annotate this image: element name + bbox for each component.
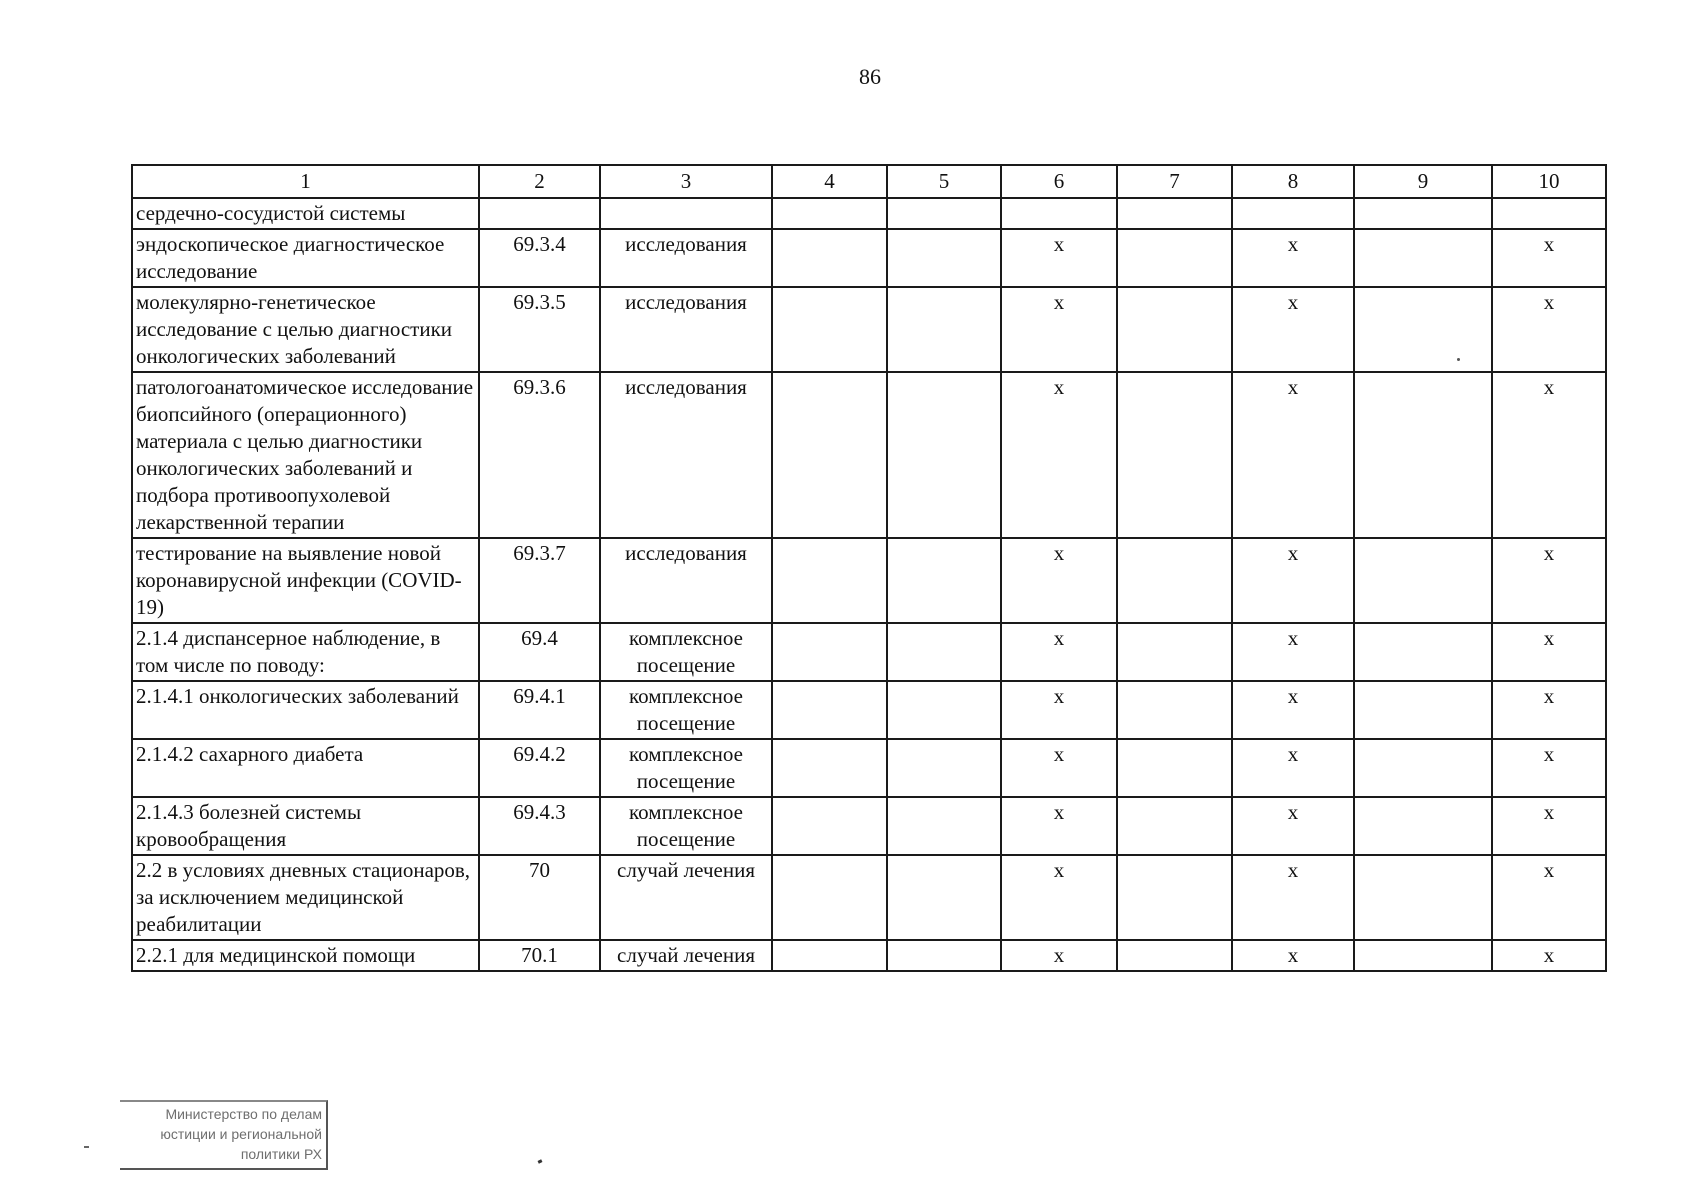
column-header-4: 4 (772, 165, 887, 198)
stamp-tick-mark (84, 1146, 89, 1148)
table-row (132, 855, 1606, 940)
table-row (132, 372, 1606, 538)
row-unit-cell: исследования (600, 538, 772, 623)
row-col9-cell (1354, 287, 1492, 372)
table-row (132, 623, 1606, 681)
row-col6-cell: х (1001, 855, 1117, 940)
row-unit-cell: исследования (600, 372, 772, 538)
row-name-cell: 2.2 в условиях дневных стационаров, за исключением медицинской реабилитации (132, 855, 479, 940)
table-row (132, 287, 1606, 372)
row-col8-cell: х (1232, 372, 1354, 538)
column-header-6: 6 (1001, 165, 1117, 198)
row-col8-cell: х (1232, 681, 1354, 739)
row-col4-cell (772, 229, 887, 287)
row-code-cell: 69.3.6 (479, 372, 600, 538)
row-name-cell: 2.1.4.3 болезней системы кровообращения (132, 797, 479, 855)
row-col7-cell (1117, 739, 1232, 797)
row-col4-cell (772, 538, 887, 623)
row-code-cell: 69.4.3 (479, 797, 600, 855)
row-name-cell: эндоскопическое диагностическое исследование (132, 229, 479, 287)
table-row (132, 229, 1606, 287)
stamp-line-1: Министерство по делам (165, 1106, 322, 1122)
row-code-cell: 69.4 (479, 623, 600, 681)
stamp-line-2: юстиции и региональной (160, 1126, 322, 1142)
row-col6-cell: х (1001, 287, 1117, 372)
row-col10-cell: х (1492, 855, 1606, 940)
row-code-cell: 69.4.1 (479, 681, 600, 739)
row-col6-cell: х (1001, 372, 1117, 538)
row-col5-cell (887, 229, 1001, 287)
row-col7-cell (1117, 681, 1232, 739)
row-col5-cell (887, 739, 1001, 797)
row-col4-cell (772, 372, 887, 538)
row-col5-cell (887, 287, 1001, 372)
row-col7-cell (1117, 229, 1232, 287)
row-col4-cell (772, 287, 887, 372)
row-col5-cell (887, 538, 1001, 623)
row-col8-cell: х (1232, 940, 1354, 971)
ministry-stamp (120, 1100, 328, 1170)
row-code-cell: 69.3.5 (479, 287, 600, 372)
row-col10-cell: х (1492, 681, 1606, 739)
row-col5-cell (887, 940, 1001, 971)
row-code-cell: 69.3.4 (479, 229, 600, 287)
row-col10-cell: х (1492, 372, 1606, 538)
table-header-row (132, 165, 1606, 198)
row-name-cell: молекулярно-генетическое исследование с целью диагностики онкологических заболеваний (132, 287, 479, 372)
row-name-cell: 2.1.4 диспансерное наблюдение, в том числе по поводу: (132, 623, 479, 681)
row-col8-cell: х (1232, 855, 1354, 940)
row-name-cell: тестирование на выявление новой коронавирусной инфекции (COVID-19) (132, 538, 479, 623)
table-row (132, 940, 1606, 971)
row-col9-cell (1354, 797, 1492, 855)
row-col8-cell: х (1232, 797, 1354, 855)
row-unit-cell: комплексное посещение (600, 623, 772, 681)
row-name-cell: 2.1.4.1 онкологических заболеваний (132, 681, 479, 739)
stray-ink-mark (538, 1159, 543, 1163)
row-col9-cell (1354, 739, 1492, 797)
table-row (132, 681, 1606, 739)
row-col4-cell (772, 940, 887, 971)
row-col10-cell: х (1492, 797, 1606, 855)
column-header-3: 3 (600, 165, 772, 198)
row-col10-cell (1492, 198, 1606, 229)
row-col9-cell (1354, 681, 1492, 739)
row-unit-cell: случай лечения (600, 940, 772, 971)
row-col8-cell: х (1232, 229, 1354, 287)
row-col6-cell: х (1001, 538, 1117, 623)
row-col5-cell (887, 198, 1001, 229)
row-col4-cell (772, 623, 887, 681)
scan-speck (1457, 358, 1460, 361)
row-unit-cell: случай лечения (600, 855, 772, 940)
row-code-cell (479, 198, 600, 229)
row-col7-cell (1117, 623, 1232, 681)
row-unit-cell (600, 198, 772, 229)
row-code-cell: 69.4.2 (479, 739, 600, 797)
row-col5-cell (887, 681, 1001, 739)
table-row (132, 538, 1606, 623)
row-code-cell: 70.1 (479, 940, 600, 971)
row-col7-cell (1117, 372, 1232, 538)
row-col9-cell (1354, 623, 1492, 681)
row-col5-cell (887, 797, 1001, 855)
column-header-2: 2 (479, 165, 600, 198)
column-header-10: 10 (1492, 165, 1606, 198)
table-row (132, 797, 1606, 855)
row-col7-cell (1117, 198, 1232, 229)
row-col7-cell (1117, 797, 1232, 855)
row-col6-cell: х (1001, 940, 1117, 971)
row-col6-cell: х (1001, 623, 1117, 681)
row-unit-cell: исследования (600, 229, 772, 287)
row-col8-cell: х (1232, 287, 1354, 372)
row-col8-cell: х (1232, 538, 1354, 623)
row-col4-cell (772, 797, 887, 855)
column-header-7: 7 (1117, 165, 1232, 198)
row-col10-cell: х (1492, 287, 1606, 372)
row-col9-cell (1354, 198, 1492, 229)
row-unit-cell: комплексное посещение (600, 797, 772, 855)
column-header-5: 5 (887, 165, 1001, 198)
row-name-cell: 2.2.1 для медицинской помощи (132, 940, 479, 971)
row-col10-cell: х (1492, 538, 1606, 623)
column-header-9: 9 (1354, 165, 1492, 198)
column-header-8: 8 (1232, 165, 1354, 198)
row-col6-cell: х (1001, 797, 1117, 855)
row-col9-cell (1354, 855, 1492, 940)
column-header-1: 1 (132, 165, 479, 198)
row-col7-cell (1117, 538, 1232, 623)
table-row (132, 198, 1606, 229)
row-unit-cell: комплексное посещение (600, 739, 772, 797)
row-col8-cell: х (1232, 623, 1354, 681)
table-row (132, 739, 1606, 797)
row-col5-cell (887, 855, 1001, 940)
row-col6-cell: х (1001, 739, 1117, 797)
stamp-line-3: политики РХ (240, 1146, 322, 1162)
page-number: 86 (859, 64, 881, 89)
row-unit-cell: комплексное посещение (600, 681, 772, 739)
row-unit-cell: исследования (600, 287, 772, 372)
row-col4-cell (772, 855, 887, 940)
row-col9-cell (1354, 372, 1492, 538)
row-col8-cell (1232, 198, 1354, 229)
row-col5-cell (887, 623, 1001, 681)
row-col6-cell: х (1001, 681, 1117, 739)
row-col4-cell (772, 681, 887, 739)
row-name-cell: патологоанатомическое исследование биопсийного (операционного) материала с целью диагностики онкологических заболеваний и подбора противоопухолевой лекарственной терапии (132, 372, 479, 538)
row-col6-cell (1001, 198, 1117, 229)
row-col5-cell (887, 372, 1001, 538)
row-col4-cell (772, 198, 887, 229)
row-col10-cell: х (1492, 940, 1606, 971)
row-code-cell: 69.3.7 (479, 538, 600, 623)
row-col6-cell: х (1001, 229, 1117, 287)
row-col9-cell (1354, 538, 1492, 623)
row-col7-cell (1117, 940, 1232, 971)
row-col4-cell (772, 739, 887, 797)
row-col10-cell: х (1492, 229, 1606, 287)
row-code-cell: 70 (479, 855, 600, 940)
data-table (131, 164, 1607, 972)
row-col7-cell (1117, 855, 1232, 940)
row-col9-cell (1354, 229, 1492, 287)
row-col7-cell (1117, 287, 1232, 372)
row-col8-cell: х (1232, 739, 1354, 797)
row-name-cell: 2.1.4.2 сахарного диабета (132, 739, 479, 797)
row-col10-cell: х (1492, 739, 1606, 797)
row-col10-cell: х (1492, 623, 1606, 681)
row-name-cell: сердечно-сосудистой системы (132, 198, 479, 229)
row-col9-cell (1354, 940, 1492, 971)
